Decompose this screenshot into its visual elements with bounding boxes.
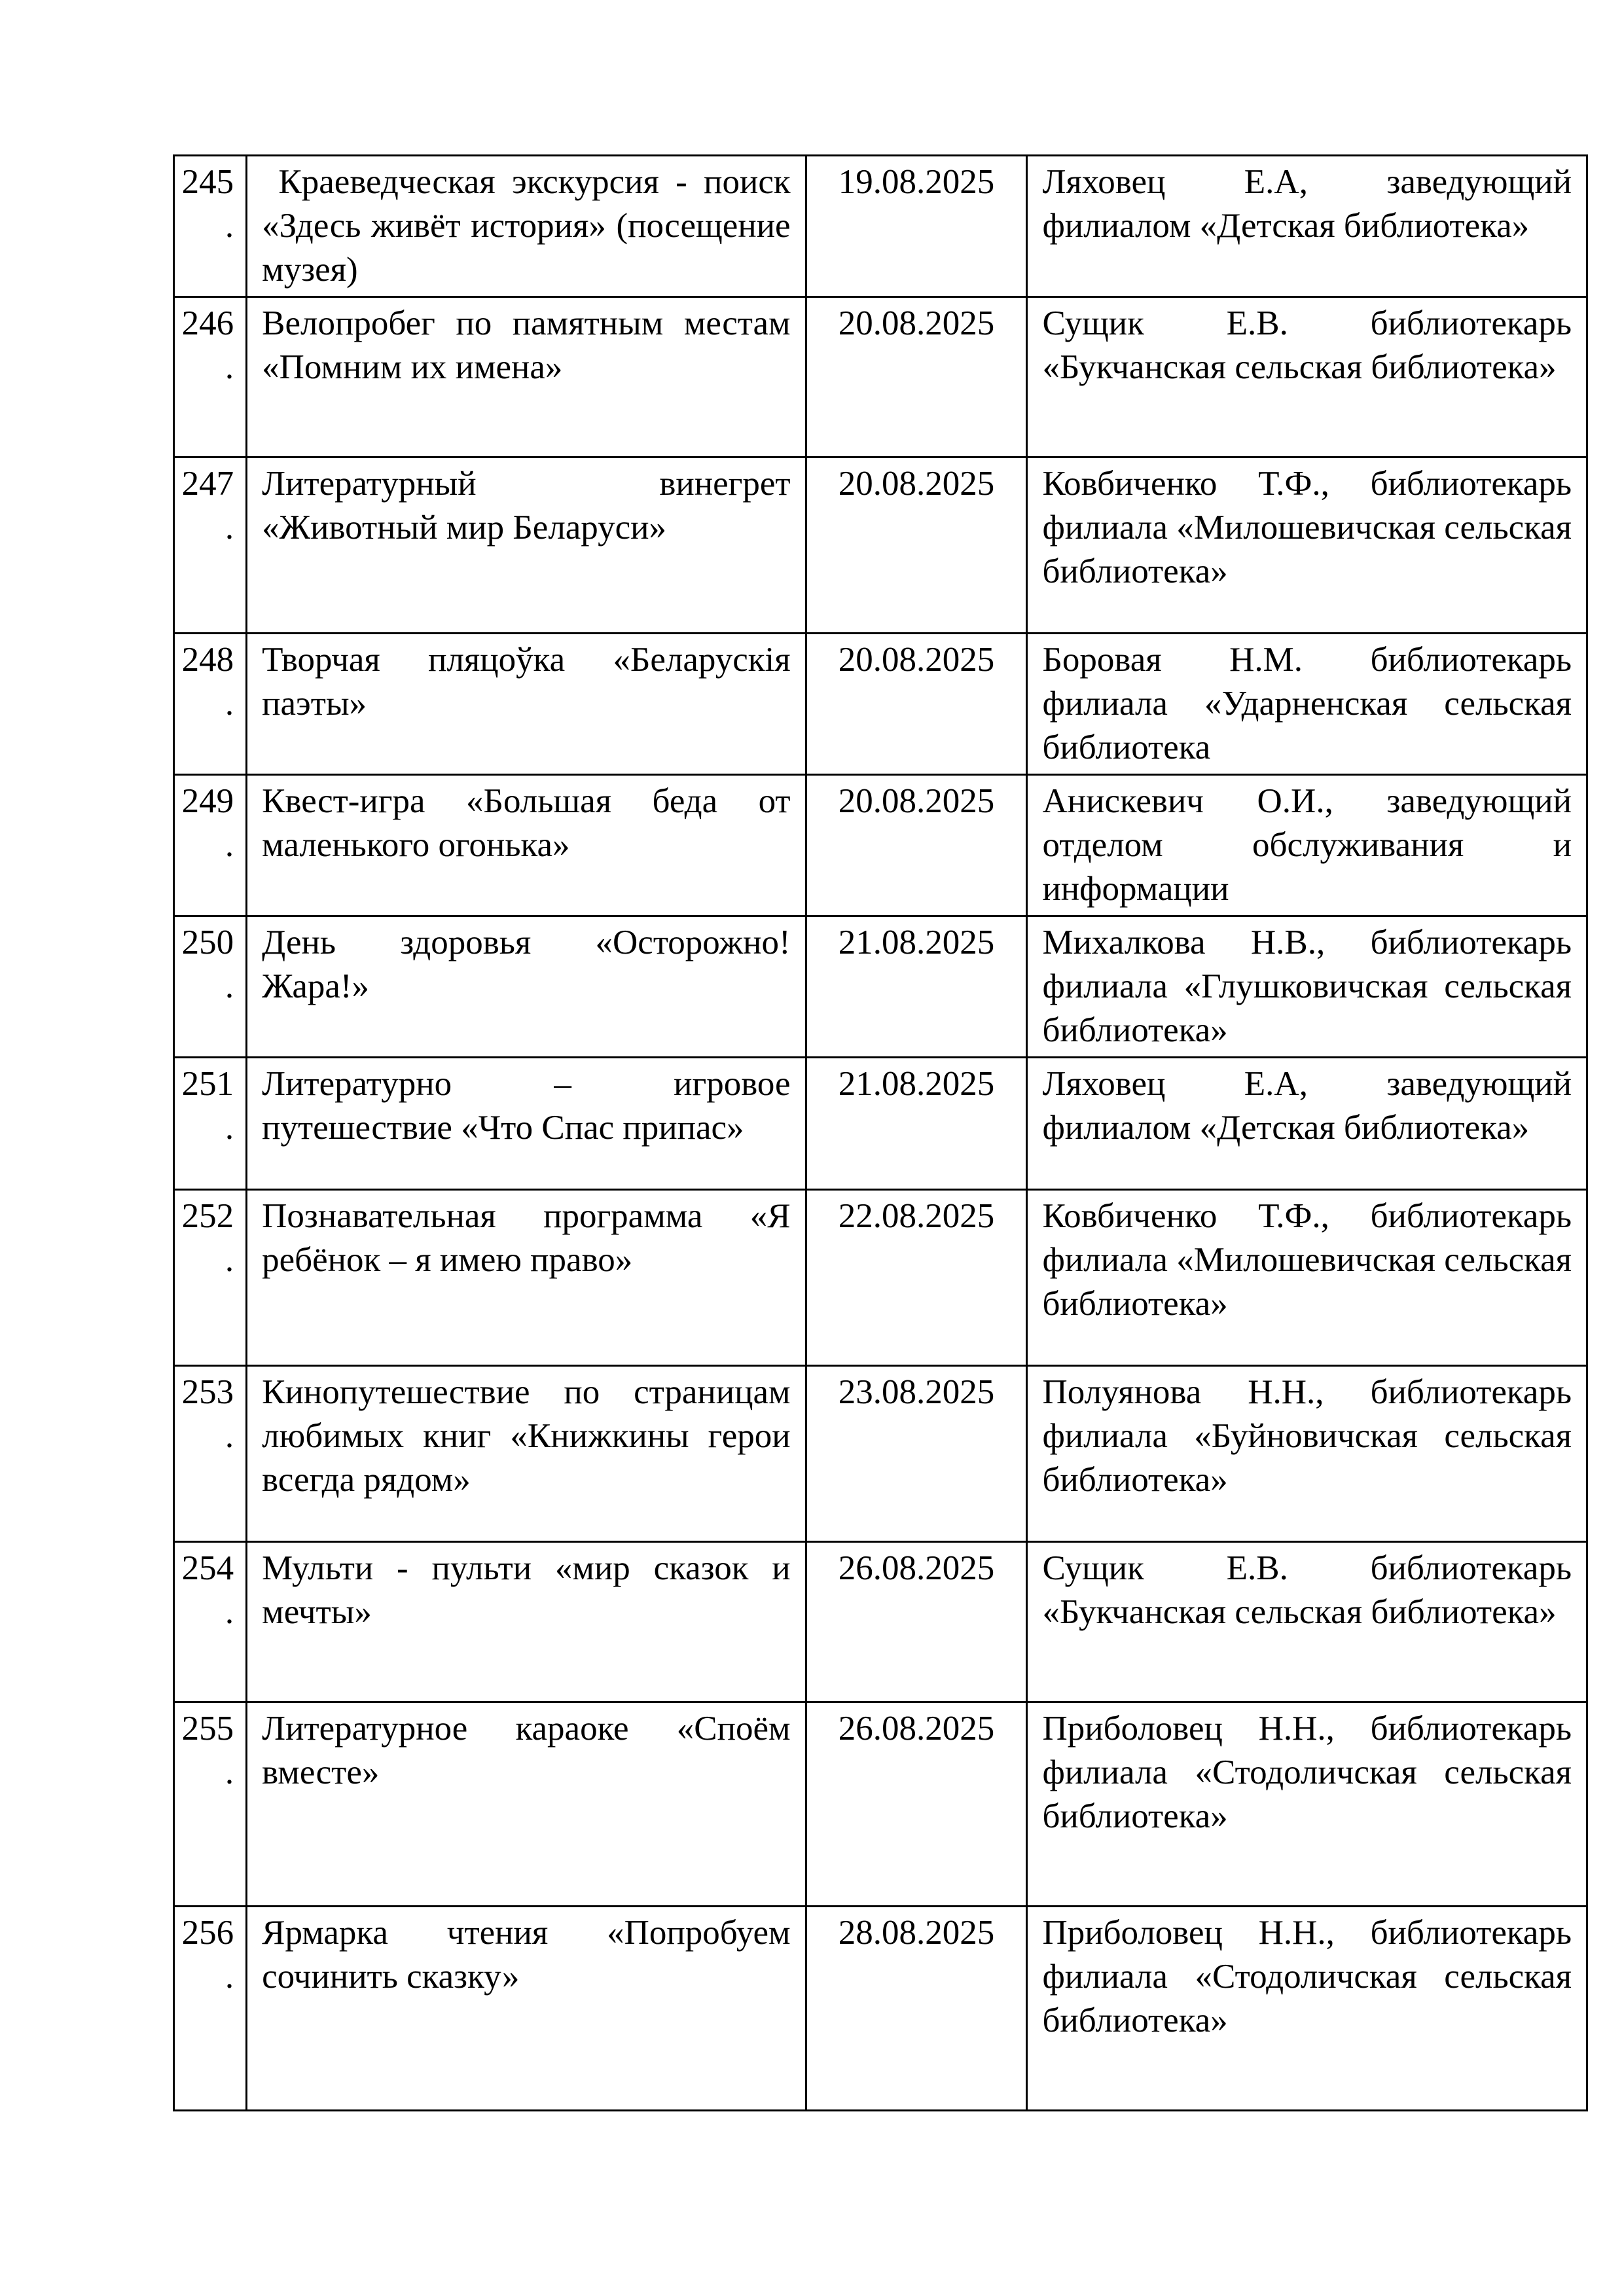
row-number: 254.: [174, 1542, 247, 1702]
event-date: 21.08.2025: [806, 916, 1027, 1058]
row-number: 253.: [174, 1366, 247, 1542]
table-row: [174, 775, 1587, 916]
event-title: Познавательная программа «Я ребёнок – я имею право»: [247, 1190, 806, 1366]
table-row: [174, 457, 1587, 634]
row-number: 247.: [174, 457, 247, 634]
table-row: [174, 156, 1587, 297]
event-title: Литературно – игровое путешествие «Что Спас припас»: [247, 1058, 806, 1190]
responsible-person: Сущик Е.В. библиотекарь «Букчанская сельская библиотека»: [1027, 1542, 1587, 1702]
responsible-person: Анискевич О.И., заведующий отделом обслуживания и информации: [1027, 775, 1587, 916]
row-number: 252.: [174, 1190, 247, 1366]
responsible-person: Ковбиченко Т.Ф., библиотекарь филиала «Милошевичская сельская библиотека»: [1027, 1190, 1587, 1366]
event-title: Квест-игра «Большая беда от маленького огонька»: [247, 775, 806, 916]
event-date: 26.08.2025: [806, 1702, 1027, 1907]
table-row: [174, 1366, 1587, 1542]
event-date: 22.08.2025: [806, 1190, 1027, 1366]
table-row: [174, 916, 1587, 1058]
table-row: [174, 634, 1587, 775]
row-number: 246.: [174, 297, 247, 457]
row-number: 255.: [174, 1702, 247, 1907]
table-row: [174, 1907, 1587, 2111]
table-row: [174, 297, 1587, 457]
event-title: Творчая пляцоўка «Беларускія паэты»: [247, 634, 806, 775]
event-date: 20.08.2025: [806, 297, 1027, 457]
responsible-person: Приболовец Н.Н., библиотекарь филиала «Стодоличская сельская библиотека»: [1027, 1907, 1587, 2111]
event-date: 20.08.2025: [806, 457, 1027, 634]
event-date: 21.08.2025: [806, 1058, 1027, 1190]
event-title: Ярмарка чтения «Попробуем сочинить сказку»: [247, 1907, 806, 2111]
event-title: Велопробег по памятным местам «Помним их имена»: [247, 297, 806, 457]
event-date: 28.08.2025: [806, 1907, 1027, 2111]
event-title: Литературный винегрет «Животный мир Беларуси»: [247, 457, 806, 634]
event-date: 23.08.2025: [806, 1366, 1027, 1542]
event-title: Краеведческая экскурсия - поиск «Здесь живёт история» (посещение музея): [247, 156, 806, 297]
row-number: 250.: [174, 916, 247, 1058]
table-row: [174, 1190, 1587, 1366]
responsible-person: Ляховец Е.А, заведующий филиалом «Детская библиотека»: [1027, 156, 1587, 297]
row-number: 245.: [174, 156, 247, 297]
event-date: 20.08.2025: [806, 775, 1027, 916]
table-row: [174, 1058, 1587, 1190]
responsible-person: Сущик Е.В. библиотекарь «Букчанская сельская библиотека»: [1027, 297, 1587, 457]
table-row: [174, 1542, 1587, 1702]
row-number: 248.: [174, 634, 247, 775]
responsible-person: Полуянова Н.Н., библиотекарь филиала «Буйновичская сельская библиотека»: [1027, 1366, 1587, 1542]
event-title: Литературное караоке «Споём вместе»: [247, 1702, 806, 1907]
responsible-person: Михалкова Н.В., библиотекарь филиала «Глушковичская сельская библиотека»: [1027, 916, 1587, 1058]
row-number: 256.: [174, 1907, 247, 2111]
event-title: День здоровья «Осторожно! Жара!»: [247, 916, 806, 1058]
event-date: 19.08.2025: [806, 156, 1027, 297]
responsible-person: Ляховец Е.А, заведующий филиалом «Детская библиотека»: [1027, 1058, 1587, 1190]
table-row: [174, 1702, 1587, 1907]
event-title: Мульти - пульти «мир сказок и мечты»: [247, 1542, 806, 1702]
event-title: Кинопутешествие по страницам любимых книг «Книжкины герои всегда рядом»: [247, 1366, 806, 1542]
events-table: [173, 154, 1588, 2111]
event-date: 20.08.2025: [806, 634, 1027, 775]
responsible-person: Боровая Н.М. библиотекарь филиала «Ударненская сельская библиотека: [1027, 634, 1587, 775]
responsible-person: Ковбиченко Т.Ф., библиотекарь филиала «Милошевичская сельская библиотека»: [1027, 457, 1587, 634]
row-number: 249.: [174, 775, 247, 916]
row-number: 251.: [174, 1058, 247, 1190]
event-date: 26.08.2025: [806, 1542, 1027, 1702]
responsible-person: Приболовец Н.Н., библиотекарь филиала «Стодоличская сельская библиотека»: [1027, 1702, 1587, 1907]
